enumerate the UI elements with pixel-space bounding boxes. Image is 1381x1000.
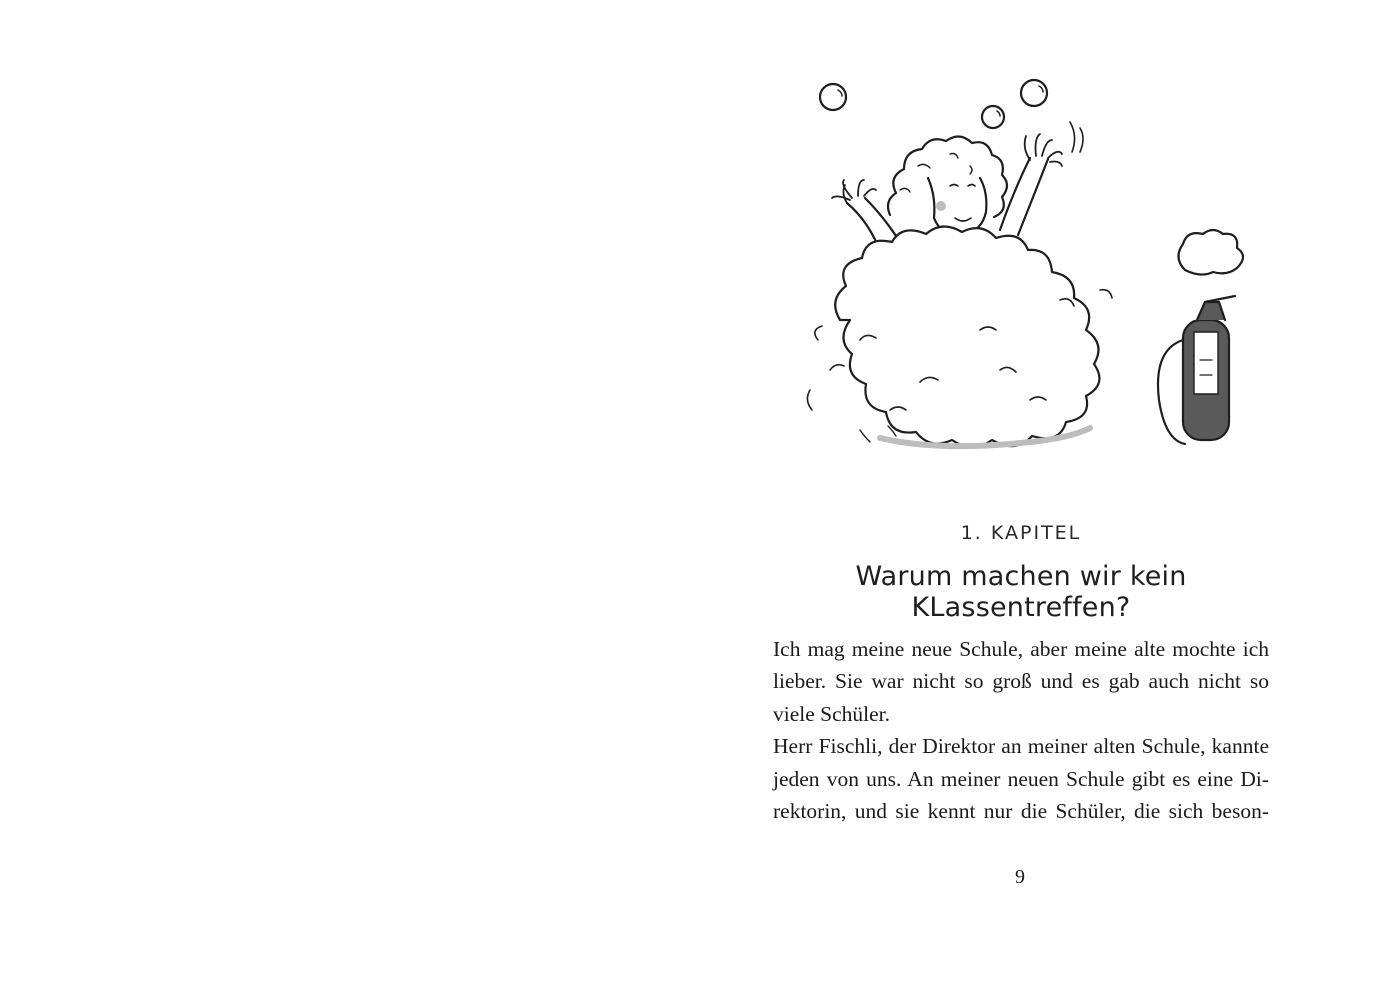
ball-icon: [1021, 80, 1047, 106]
body-line: Ich mag meine neue Schule, aber meine alte mochte ich: [773, 637, 1269, 661]
body-paragraphs: [773, 633, 1269, 827]
body-line: jeden von uns. An meiner neuen Schule gibt es eine Di-: [773, 766, 1269, 791]
left-page-blank: [0, 0, 690, 1000]
foam-cloud-illustration: [800, 70, 1260, 460]
ball-icon: [820, 84, 846, 110]
fire-extinguisher-icon: [1158, 230, 1243, 444]
body-line: rektorin, und sie kennt nur die Schüler, die sich beson-: [773, 799, 1269, 824]
chapter-title: Warum machen wir kein KLassentreffen?: [855, 561, 1187, 623]
chapter-number: 1. KAPITEL: [960, 522, 1082, 544]
ball-icon: [982, 106, 1004, 128]
body-line: Herr Fischli, der Direktor an meiner alten Schule, kannte: [773, 734, 1269, 759]
body-line: viele Schüler.: [773, 701, 891, 726]
body-line: lieber. Sie war nicht so groß und es gab auch nicht so: [773, 669, 1269, 694]
page-number: 9: [1015, 866, 1025, 888]
